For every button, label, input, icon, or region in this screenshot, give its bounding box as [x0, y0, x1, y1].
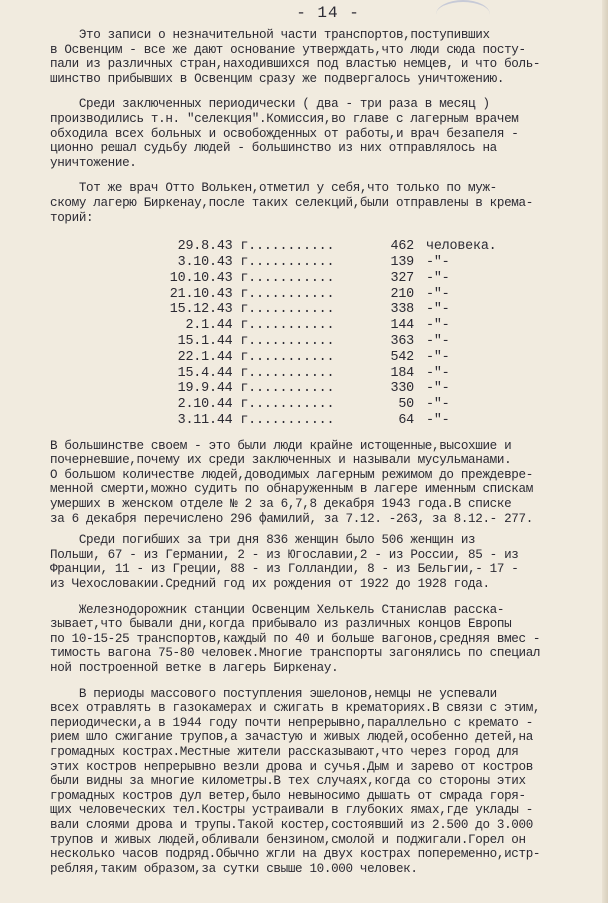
text-line: Среди погибших за три дня 836 женщин было 506 женщин из [50, 533, 476, 548]
text-line: ребляя,таким образом,за сутки свыше 10.000 человек. [50, 861, 418, 876]
row-dots: .......... [256, 318, 335, 334]
row-count: 462 [390, 239, 414, 255]
text-line: производились т.н. "селекция".Комиссия,во главе с лагерным врачем [50, 111, 519, 126]
row-date: 15.1.44 г. [177, 333, 256, 349]
row-dots: .......... [256, 286, 335, 302]
row-date: 29.8.43 г. [177, 239, 256, 255]
row-unit: -"- [426, 412, 450, 428]
row-date: 3.10.43 г. [177, 254, 256, 270]
text-line: тимость вагона 75-80 человек.Многие транспорты загонялись по специал [50, 646, 541, 661]
row-unit: -"- [426, 318, 450, 334]
text-line: Тот же врач Отто Волькен,отметил у себя,что только по муж- [50, 181, 497, 196]
list-row [168, 271, 586, 287]
row-unit: -"- [426, 333, 450, 349]
row-dots: .......... [256, 412, 335, 428]
text-line: вали слоями дрова и трупы.Такой костер,состоявший из 2.500 до 3.000 [50, 817, 533, 832]
text-line: уничтожение. [50, 155, 137, 170]
list-row [168, 239, 586, 255]
text-line: зывает,что бывали дни,когда прибывало из различных концов Европы [50, 617, 512, 632]
text-line: В периоды массового поступления эшелонов,немцы не успевали [50, 686, 497, 701]
burning-paragraph [50, 687, 586, 877]
text-line: Польши, 67 - из Германии, 2 - из Югославии,2 - из России, 85 - из [50, 547, 519, 562]
text-line: умерших в женском отделе № 2 за 6,7,8 декабря 1943 года.В списке [50, 497, 512, 512]
row-date: 10.10.43 г. [169, 270, 256, 286]
text-line: В большинстве своем - это были люди крайне истощенные,высохшие и [50, 438, 512, 453]
row-dots: .......... [256, 302, 335, 318]
text-line: за 6 декабря перечислено 296 фамилий, за 7.12. -263, за 8.12.- 277. [50, 511, 533, 526]
text-line: скому лагерю Биркенау,после таких селекций,были отправлены в крема- [50, 195, 533, 210]
row-date: 2.1.44 г. [185, 318, 256, 334]
text-line: были видны за многие километры.В тех случаях,когда со стороны этих [50, 774, 526, 789]
row-count: 330 [390, 381, 414, 397]
text-line: О большом количестве людей,доводимых лагерным режимом до преждевре- [50, 467, 533, 482]
list-row [168, 287, 586, 303]
row-unit: -"- [426, 365, 450, 381]
text-line: щих человеческих тел.Костры устраивали в глубоких ямах,где уклады - [50, 803, 533, 818]
text-line: несколько часов подряд.Обычно жгли на двух кострах попеременно,истр- [50, 847, 541, 862]
text-line: торий: [50, 210, 94, 225]
railway-paragraph [50, 603, 586, 676]
intro-paragraph [50, 28, 586, 86]
list-row [168, 397, 586, 413]
row-unit: -"- [426, 254, 450, 270]
text-line: в Освенцим - все же дают основание утверждать,что люди сюда посту- [50, 42, 526, 57]
row-dots: .......... [256, 270, 335, 286]
exhausted-paragraph [50, 439, 586, 527]
row-dots: .......... [256, 365, 335, 381]
women-paragraph [50, 533, 586, 591]
text-line: всех отравлять в газокамерах и сжигать в крематориях.В связи с этим, [50, 701, 541, 716]
list-row [168, 255, 586, 271]
row-count: 139 [390, 254, 414, 270]
row-unit: -"- [426, 381, 450, 397]
text-line: ной построенной ветке в лагерь Биркенау. [50, 661, 339, 675]
list-row [168, 302, 586, 318]
row-unit: -"- [426, 349, 450, 365]
list-row [168, 334, 586, 350]
row-date: 22.1.44 г. [177, 349, 256, 365]
row-dots: .......... [256, 333, 335, 349]
text-line: по 10-15-25 транспортов,каждый по 40 и больше вагонов,средняя вмес - [50, 631, 541, 646]
faint-stamp-mark [436, 0, 490, 16]
row-date: 21.10.43 г. [169, 286, 256, 302]
row-count: 184 [390, 365, 414, 381]
row-dots: .......... [256, 349, 335, 365]
row-unit: -"- [426, 397, 450, 413]
row-date: 2.10.44 г. [177, 397, 256, 413]
row-dots: .......... [256, 397, 335, 413]
list-row [168, 381, 586, 397]
row-unit: -"- [426, 270, 450, 286]
row-date: 19.9.44 г. [177, 381, 256, 397]
text-line: шинство прибывших в Освенцим сразу же подвергалось уничтожению. [50, 71, 505, 86]
list-row [168, 413, 586, 429]
row-count: 210 [390, 286, 414, 302]
row-date: 15.4.44 г. [177, 365, 256, 381]
text-line: пали из различных стран,находившихся под властью немцев, и что боль- [50, 57, 541, 72]
row-date: 3.11.44 г. [177, 412, 256, 428]
row-date: 15.12.43 г. [169, 302, 256, 318]
row-dots: .......... [256, 239, 335, 255]
cremation-list [168, 239, 586, 429]
text-line: трупов и живых людей,обливали бензином,смолой и поджигали.Горел он [50, 832, 526, 847]
page-number: - 14 - [296, 4, 360, 22]
text-line: Железнодорожник станции Освенцим Хелькель Станислав расска- [50, 602, 505, 617]
text-line: рием шло сжигание трупов,а зачастую и живых людей,особенно детей,на [50, 730, 533, 745]
list-row [168, 350, 586, 366]
row-dots: .......... [256, 254, 335, 270]
row-count: 50 [398, 397, 414, 413]
text-line: Франции, 11 - из Греции, 88 - из Голландии, 8 - из Бельгии,- 17 - [50, 562, 519, 577]
text-line: менной смерти,можно судить по обнаруженным в лагере именным спискам [50, 482, 533, 497]
list-row [168, 318, 586, 334]
row-count: 327 [390, 270, 414, 286]
page-edge [602, 0, 608, 903]
text-line: обходила всех больных и освобожденных от работы,и врач безапеля - [50, 126, 519, 141]
text-line: ционно решал судьбу людей - большинство из них отправлялось на [50, 141, 497, 156]
row-unit: человека. [426, 239, 497, 255]
text-line: Среди заключенных периодически ( два - три раза в месяц ) [50, 97, 490, 112]
text-line: периодически,а в 1944 году почти непрерывно,параллельно с кремато - [50, 715, 533, 730]
text-line: этих костров непрерывно везли дрова и сучья.Дым и зарево от костров [50, 759, 533, 774]
selection-paragraph [50, 97, 586, 170]
text-line: почерневшие,почему их среди заключенных и называли мусульманами. [50, 453, 512, 468]
text-line: из Чехословакии.Средний год их рождения от 1922 до 1928 года. [50, 577, 490, 592]
row-unit: -"- [426, 302, 450, 318]
text-line: громадных костров дул ветер,было невыносимо дышать от смрада горя- [50, 788, 526, 803]
row-count: 542 [390, 349, 414, 365]
row-count: 144 [390, 318, 414, 334]
row-count: 363 [390, 333, 414, 349]
list-row [168, 366, 586, 382]
text-line: Это записи о незначительной части транспортов,поступивших [50, 28, 490, 42]
doctor-paragraph [50, 181, 586, 225]
row-unit: -"- [426, 286, 450, 302]
row-dots: .......... [256, 381, 335, 397]
row-count: 64 [398, 412, 414, 428]
row-count: 338 [390, 302, 414, 318]
text-line: громадных кострах.Местные жители рассказывают,что через город для [50, 744, 519, 759]
